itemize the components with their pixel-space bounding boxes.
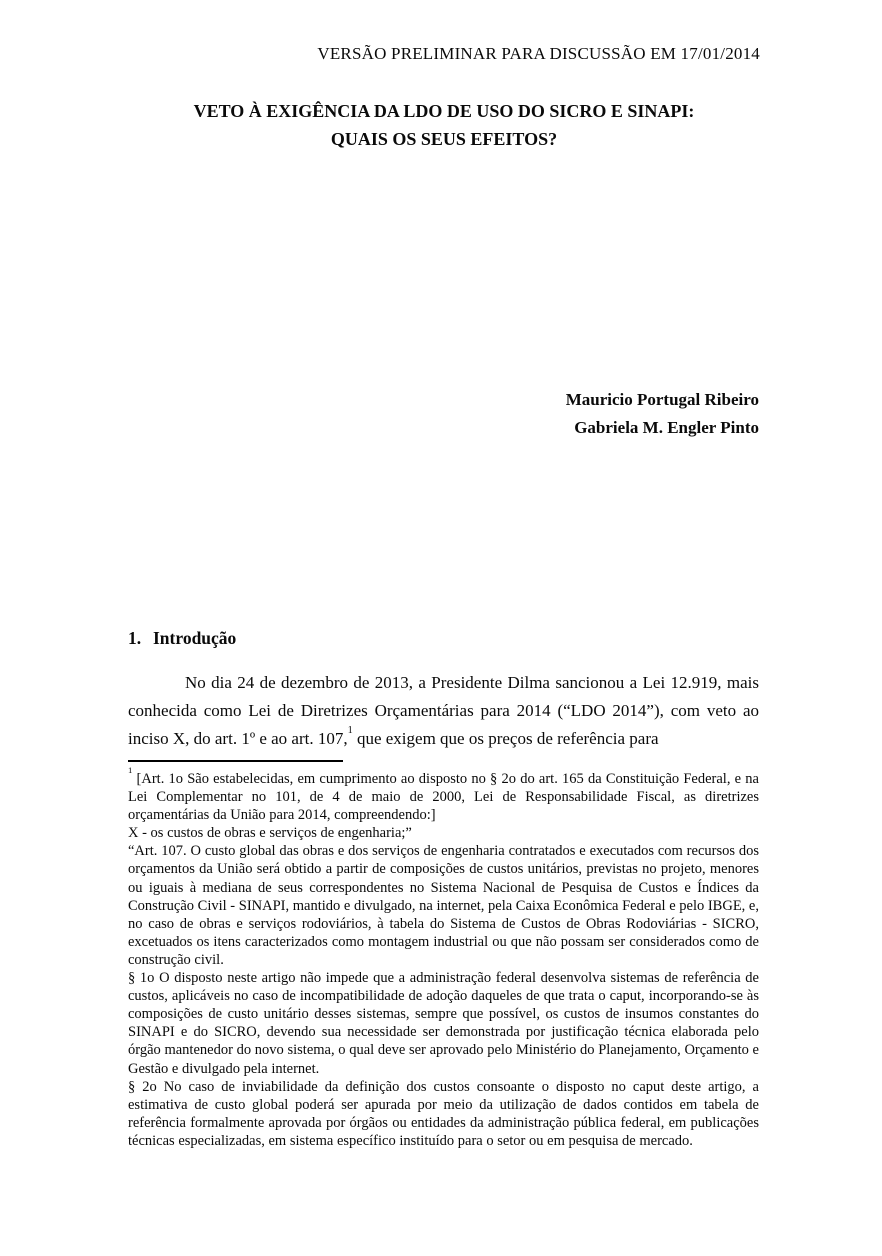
footnote-paragraph-5: § 2o No caso de inviabilidade da definição dos custos consoante o disposto no caput deste artigo, a estimativa de custo global poderá ser apurada por meio da utilização de dados contidos em tabela de referência formalmente aprovada por órgãos ou entidades da administração pública federal, em publicações técnicas especializadas, em sistema específico instituído para o setor ou em pesquisa de mercado. [128,1078,759,1149]
footnote-paragraph-4: § 1o O disposto neste artigo não impede que a administração federal desenvolva sistemas de referência de custos, aplicáveis no caso de incompatibilidade de adoção daqueles de que trata o caput, incorporando-se às composições de custo unitário desses sistemas, sempre que possível, os custos de insumos constantes do SINAPI e do SICRO, devendo sua necessidade ser demonstrada por justificação técnica elaborada pelo órgão mantenedor do novo sistema, o qual deve ser aprovado pelo Ministério do Planejamento, Orçamento e Gestão e divulgado pela internet. [128,970,759,1077]
footnote-paragraph-2: X - os custos de obras e serviços de engenharia;” [128,825,412,842]
running-header: VERSÃO PRELIMINAR PARA DISCUSSÃO EM 17/01/2014 [317,44,760,63]
intro-paragraph-text-before: No dia 24 de dezembro de 2013, a Presidente Dilma sancionou a Lei 12.919, mais conhecida como Lei de Diretrizes Orçamentárias para 2014 (“LDO 2014”), com veto ao inciso X, do art. 1º e ao art. 107, [128,673,759,749]
footnote-paragraph-1 [128,764,759,824]
footnote-paragraph-3: “Art. 107. O custo global das obras e dos serviços de engenharia contratados e executados com recursos dos orçamentos da União será obtido a partir de composições de custos unitários, previstas no projeto, menores ou iguais à mediana de seus correspondentes no Sistema Nacional de Pesquisa de Custos e Índices da Construção Civil - SINAPI, mantido e divulgado, na internet, pela Caixa Econômica Federal e pelo IBGE, e, no caso de obras e serviços rodoviários, à tabela do Sistema de Custos de Obras Rodoviárias - SICRO, excetuados os itens caracterizados como montagem industrial ou que não possam ser considerados como de construção civil. [128,843,759,968]
author-name-2: Gabriela M. Engler Pinto [574,418,759,437]
section-title: Introdução [153,628,237,648]
intro-paragraph-text-after: que exigem que os preços de referência para [352,729,659,749]
intro-paragraph [128,669,759,754]
footnote-reference-mark: 1 [347,724,353,736]
section-number: 1. [128,628,142,648]
footnote-number: 1 [128,764,133,775]
section-heading [128,627,760,649]
authors-block [128,386,759,442]
document-title [128,97,760,153]
document-title-line-2: QUAIS OS SEUS EFEITOS? [330,129,558,149]
document-title-line-1: VETO À EXIGÊNCIA DA LDO DE USO DO SICRO E SINAPI: [193,101,695,121]
footnote-paragraph-1-text: [Art. 1o São estabelecidas, em cumprimento ao disposto no § 2o do art. 165 da Constituição Federal, e na Lei Complementar no 101, de 4 de maio de 2000, Lei de Responsabilidade Fiscal, as diretrizes orçamentárias da União para 2014, compreendendo:] [128,771,759,824]
author-name-1: Mauricio Portugal Ribeiro [565,390,759,409]
footnote-block [128,764,759,1150]
footnote-separator-rule [128,760,343,762]
